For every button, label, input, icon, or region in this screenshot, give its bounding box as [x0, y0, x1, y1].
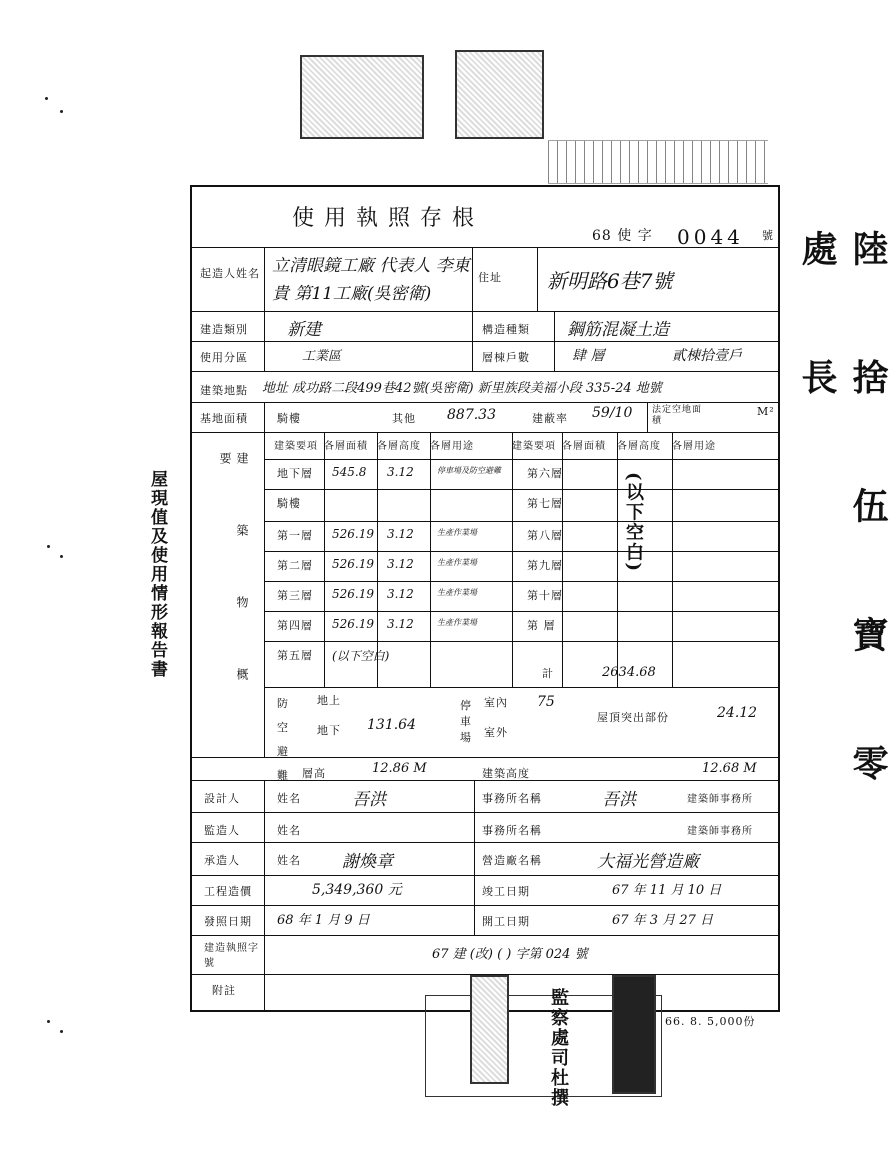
- start-val: 67 年 3 月 27 日: [612, 913, 714, 928]
- building-header-cell: 各層高度: [617, 441, 661, 452]
- building-height-val: 12.68 M: [702, 761, 757, 776]
- other-label: 其他: [392, 412, 416, 425]
- issue-val: 68 年 1 月 9 日: [277, 913, 370, 928]
- floor-name: 地下層: [277, 467, 313, 480]
- shelter-below-val: 131.64: [367, 717, 416, 733]
- floor-name: 第一層: [277, 529, 313, 542]
- parking-inside: 室內: [484, 696, 508, 709]
- struct-value: 鋼筋混凝土造: [567, 320, 669, 340]
- contractor-label: 承造人: [204, 854, 240, 867]
- designer-label: 設計人: [204, 792, 240, 805]
- form-title: 使用執照存根: [292, 206, 485, 231]
- floor-area: 526.19: [332, 527, 374, 541]
- designer-office: 吾洪: [602, 790, 636, 810]
- floor-name: 第四層: [277, 619, 313, 632]
- floor-name-right: 第八層: [527, 529, 563, 542]
- floor-name-right: 第九層: [527, 559, 563, 572]
- punch-dot: [60, 110, 63, 113]
- site-value: 地址 成功路二段499巷42號(吳密衛) 新里族段美福小段 335-24 地號: [262, 381, 662, 396]
- arcade-label: 騎樓: [277, 412, 301, 425]
- floor-height: 3.12: [387, 557, 414, 571]
- usage-label: 使用分區: [200, 351, 248, 364]
- floor-use: 生產作業場: [437, 558, 477, 567]
- building-header-cell: 各層用途: [672, 441, 716, 452]
- parking-outside: 室外: [484, 726, 508, 739]
- punch-dot: [60, 555, 63, 558]
- start-label: 開工日期: [482, 915, 530, 928]
- seal-left: [470, 975, 509, 1084]
- floors-label: 層棟戶數: [482, 351, 530, 364]
- right-blank-note: (以下空白): [623, 472, 644, 574]
- floor-height: 3.12: [387, 465, 414, 479]
- issue-label: 發照日期: [204, 915, 252, 928]
- right-margin-note: 陸 捨 伍 寶 零 處 長: [796, 230, 889, 821]
- building-header-cell: 建築要項: [274, 441, 318, 452]
- total-label: 計: [542, 667, 554, 680]
- parking-label: 停車場: [460, 699, 472, 744]
- story-height-val: 12.86 M: [372, 761, 427, 776]
- designer-suffix: 建築師事務所: [687, 794, 753, 805]
- designer-name: 吾洪: [352, 790, 386, 810]
- punch-dot: [60, 1030, 63, 1033]
- parking-val: 75: [537, 694, 555, 710]
- punch-dot: [45, 97, 48, 100]
- usage-value: 工業區: [302, 349, 342, 364]
- floor-name: 騎樓: [277, 497, 301, 510]
- floor-name-right: 第七層: [527, 497, 563, 510]
- floor-area: 545.8: [332, 465, 367, 479]
- roof-val: 24.12: [717, 705, 758, 721]
- units-value: 貳棟拾壹戶: [672, 348, 742, 364]
- contractor-name-label: 姓名: [277, 854, 301, 867]
- note-label: 附註: [212, 984, 236, 997]
- build-permit-val: 67 建 (改) ( ) 字第 024 號: [432, 947, 588, 962]
- floor-height: 3.12: [387, 617, 414, 631]
- story-height-label: 層高: [302, 767, 326, 780]
- builder-label: 起造人姓名: [200, 267, 260, 280]
- footer-print: 66. 8. 5,000份: [665, 1015, 756, 1028]
- floor-name-right: 第六層: [527, 467, 563, 480]
- open-space-label: 法定空地面積: [652, 405, 703, 426]
- building-header-cell: 各層面積: [324, 441, 368, 452]
- supervisor-suffix: 建築師事務所: [687, 826, 753, 837]
- floor-area: (以下空白): [332, 649, 390, 663]
- build-type-value: 新建: [287, 320, 321, 340]
- building-label: 建築物概要: [218, 452, 249, 740]
- floor-name: 第二層: [277, 559, 313, 572]
- building-header-cell: 各層面積: [562, 441, 606, 452]
- contractor-office-label: 營造廠名稱: [482, 854, 542, 867]
- build-permit-label: 建造執照字號: [204, 943, 259, 969]
- shelter-above: 地上: [317, 694, 341, 707]
- builder-value: 立清眼鏡工廠 代表人 李東貴 第11工廠(吳密衛): [272, 256, 470, 304]
- punch-dot: [47, 1020, 50, 1023]
- building-header-cell: 各層高度: [377, 441, 421, 452]
- ratio-value: 59/10: [592, 405, 633, 421]
- floor-name: 第三層: [277, 589, 313, 602]
- permit-number: 0044: [677, 225, 744, 249]
- done-val: 67 年 11 月 10 日: [612, 883, 722, 898]
- floor-area: 526.19: [332, 617, 374, 631]
- floor-use: 生產作業場: [437, 588, 477, 597]
- vertical-stamp: 監察處司杜撰: [548, 988, 569, 1108]
- building-header-cell: 建築要項: [512, 441, 556, 452]
- builder-addr: 新明路6巷7號: [547, 269, 673, 293]
- floor-name: 第五層: [277, 649, 313, 662]
- floor-area: 526.19: [332, 557, 374, 571]
- site-label: 建築地點: [200, 384, 248, 397]
- supervisor-office-label: 事務所名稱: [482, 824, 542, 837]
- ratio-label: 建蔽率: [532, 412, 568, 425]
- floor-height: 3.12: [387, 587, 414, 601]
- floors-value: 肆 層: [572, 348, 605, 364]
- roof-label: 屋頂突出部份: [597, 711, 669, 724]
- floor-use: 生產作業場: [437, 528, 477, 537]
- floor-use: 生產作業場: [437, 618, 477, 627]
- left-margin-note: 屋現值及使用情形報告書: [147, 470, 167, 679]
- total-value: 2634.68: [602, 665, 656, 680]
- floor-use: 停車場及防空避難: [437, 466, 501, 475]
- floor-area: 526.19: [332, 587, 374, 601]
- permit-prefix: 68 使 字: [592, 228, 653, 244]
- shelter-below: 地下: [317, 724, 341, 737]
- top-stamp-right: [455, 50, 544, 139]
- contractor-office: 大福光營造廠: [597, 852, 699, 872]
- supervisor-label: 監造人: [204, 824, 240, 837]
- building-height-label: 建築高度: [482, 767, 530, 780]
- permit-suffix: 號: [762, 229, 774, 242]
- designer-office-label: 事務所名稱: [482, 792, 542, 805]
- seal-right: [612, 975, 656, 1094]
- cost-val: 5,349,360 元: [312, 882, 402, 898]
- building-header-cell: 各層用途: [430, 441, 474, 452]
- builder-addr-label: 住址: [478, 271, 502, 284]
- floor-name-right: 第十層: [527, 589, 563, 602]
- supervisor-name-label: 姓名: [277, 824, 301, 837]
- header-vertical-notes: [548, 140, 768, 184]
- punch-dot: [47, 545, 50, 548]
- permit-form: [190, 185, 780, 1012]
- floor-name-right: 第 層: [527, 619, 556, 632]
- floor-height: 3.12: [387, 527, 414, 541]
- struct-label: 構造種類: [482, 323, 530, 336]
- area-unit: M²: [757, 405, 775, 418]
- done-label: 竣工日期: [482, 885, 530, 898]
- contractor-name: 謝煥章: [342, 852, 393, 872]
- shelter-label: 防空避難: [277, 697, 289, 782]
- cost-label: 工程造價: [204, 885, 252, 898]
- designer-name-label: 姓名: [277, 792, 301, 805]
- top-stamp-left: [300, 55, 424, 139]
- area-label: 基地面積: [200, 412, 248, 425]
- build-type-label: 建造類別: [200, 323, 248, 336]
- other-value: 887.33: [447, 407, 496, 423]
